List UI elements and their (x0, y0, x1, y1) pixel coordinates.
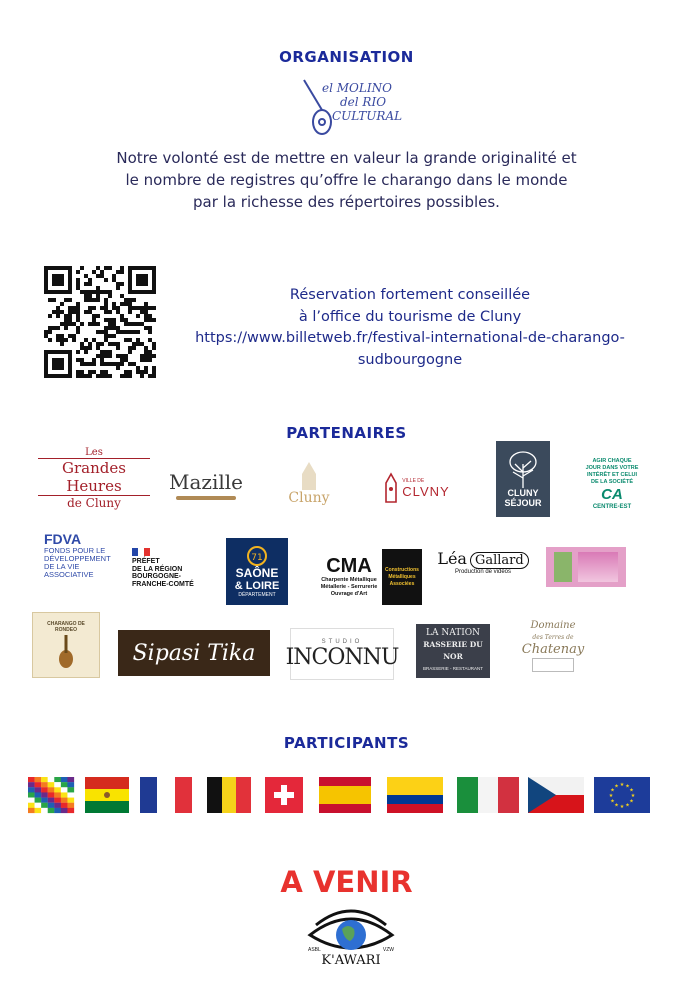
kawari-text: K'AWARI (321, 953, 381, 968)
ville-line: VILLE DE (402, 477, 425, 484)
ca-line: JOUR DANS VOTRE (585, 464, 639, 471)
chatenay-line: Domaine (530, 620, 576, 631)
flyer-image (554, 552, 572, 582)
cluny-gold-text: Cluny (288, 490, 330, 506)
prefet-line: PRÉFET (132, 558, 160, 565)
saone-line: SAÔNE (235, 565, 279, 580)
mazille-logo (166, 462, 246, 508)
cma-side-logo (382, 549, 422, 605)
chatenay-line: Chatenay (521, 642, 585, 657)
charango-rondeo-logo (32, 612, 100, 678)
prefet-line: BOURGOGNE- (132, 573, 181, 580)
italy-flag-icon (457, 777, 519, 813)
kawari-vzw: VZW (382, 947, 394, 953)
rondeo-line: CHARANGO DE (47, 621, 85, 627)
chatenay-line: des Terres de (532, 634, 574, 641)
svg-text:71: 71 (251, 552, 263, 563)
svg-text:★: ★ (630, 793, 636, 799)
gh-line: de Cluny (67, 495, 121, 510)
fdva-line: DE LA VIE (44, 562, 80, 571)
sejour-line: CLUNY (507, 488, 539, 498)
participants-title: PARTICIPANTS (283, 734, 410, 752)
mazille-text: Mazille (169, 470, 243, 494)
reservation-link-cont[interactable]: sudbourgogne (357, 351, 463, 368)
spain-flag-icon (319, 777, 371, 813)
bolivia-flag-icon (85, 777, 129, 813)
grandes-heures-logo (38, 446, 150, 510)
svg-text:★: ★ (610, 798, 615, 805)
fdva-title: FDVA (44, 531, 82, 547)
ca-line: AGIR CHAQUE (592, 457, 632, 464)
saone-line: & LOIRE (234, 579, 280, 592)
svg-text:★: ★ (614, 783, 619, 790)
saone-loire-logo (226, 538, 288, 605)
mazille-bar (176, 496, 236, 500)
lea-gallard-logo (437, 539, 524, 585)
saone-loire-icon (246, 545, 268, 567)
cma-logo (316, 549, 382, 603)
nation-line: LA NATION (425, 628, 481, 638)
cma-title: CMA (326, 554, 372, 577)
sipasi-text: Sipasi Tika (132, 640, 256, 666)
inconnu-logo (285, 628, 399, 680)
paragraph-line: par la richesse des répertoires possibles. (193, 193, 500, 211)
gh-line: Les (85, 446, 103, 458)
rondeo-line: RONDEO (55, 627, 77, 633)
saone-line: DÉPARTEMENT (238, 591, 276, 598)
svg-text:★: ★ (625, 802, 630, 809)
cma-side-line: Associées (389, 580, 415, 587)
fdva-line: FONDS POUR LE (44, 546, 106, 555)
nation-line: BRASSERIE - RESTAURANT (423, 666, 483, 671)
france-flag-icon (140, 777, 192, 813)
svg-text:★: ★ (608, 793, 614, 799)
lea-text: Léa (437, 549, 467, 568)
inconnu-line: STUDIO (321, 638, 363, 645)
eu-flag-icon (594, 777, 650, 813)
cma-line: Métallerie - Serrurerie (320, 583, 378, 590)
partenaires-title: PARTENAIRES (286, 424, 407, 442)
colombia-flag-icon (387, 777, 443, 813)
paragraph-line: le nombre de registres qu’offre le charango dans le monde (125, 171, 568, 189)
la-nation-logo (416, 624, 490, 678)
svg-text:★: ★ (610, 787, 615, 794)
flyer-image (578, 552, 618, 582)
kawari-logo (306, 911, 396, 971)
ville-cluny-icon (384, 473, 398, 503)
fdva-line: DÉVELOPPEMENT (44, 554, 111, 563)
tree-icon (507, 450, 539, 488)
paragraph-line: Notre volonté est de mettre en valeur la grande originalité et (116, 149, 577, 167)
organisation-title: ORGANISATION (279, 48, 414, 66)
ca-mark: CA (601, 485, 623, 503)
sejour-line: SÉJOUR (504, 498, 542, 508)
wiphala-flag-icon (28, 777, 74, 813)
lea-sub: Production de vidéos (454, 569, 512, 575)
belgium-flag-icon (207, 777, 251, 813)
tower-icon (298, 462, 320, 490)
qr-code[interactable] (44, 266, 156, 378)
sipasi-tika-logo (118, 630, 270, 676)
ville-cluny-logo (382, 466, 452, 510)
house-icon (532, 658, 574, 672)
marianne-icon (132, 548, 150, 556)
ca-line: CENTRE-EST (592, 503, 632, 510)
cma-line: Charpente Métallique (321, 576, 377, 583)
svg-text:★: ★ (629, 798, 634, 805)
molino-logo (296, 76, 403, 138)
molino-line-1: el MOLINO (322, 81, 392, 95)
fdva-logo (44, 531, 114, 579)
ville-line: CLVNY (402, 483, 450, 499)
svg-text:★: ★ (625, 783, 630, 790)
reservation-line: à l’office du tourisme de Cluny (298, 308, 522, 325)
svg-text:★: ★ (629, 787, 634, 794)
prefet-line: DE LA RÉGION (132, 565, 183, 573)
charango-icon (56, 633, 76, 669)
cma-line: Ouvrage d'Art (330, 590, 368, 597)
kawari-asbl: ASBL (308, 947, 321, 953)
nation-line: RASSERIE DU NOR (423, 640, 483, 661)
prefet-logo (132, 546, 202, 590)
cma-side-line: Métalliques (388, 573, 416, 580)
ca-line: DE LA SOCIÉTÉ (591, 478, 633, 485)
a-venir-title: A VENIR (280, 865, 413, 899)
gh-line: Grandes Heures (38, 458, 150, 496)
switzerland-flag-icon (265, 777, 303, 813)
flyer-pink-logo (546, 547, 626, 587)
molino-line-3: CULTURAL (332, 109, 403, 123)
inconnu-text: INCONNU (285, 644, 399, 670)
czech-flag-icon (528, 777, 584, 813)
credit-agricole-logo (584, 452, 640, 516)
organisation-paragraph (0, 147, 693, 213)
fdva-line: ASSOCIATIVE (44, 570, 94, 579)
ca-line: INTÉRÊT ET CELUI (586, 471, 638, 478)
chatenay-logo (512, 618, 594, 674)
molino-line-2: del RIO (340, 95, 387, 109)
cluny-gold-logo (283, 458, 335, 510)
svg-text:★: ★ (619, 782, 625, 788)
svg-text:★: ★ (619, 804, 625, 810)
reservation-text (180, 285, 640, 371)
cma-side-line: Constructions (385, 566, 419, 573)
svg-text:★: ★ (614, 802, 619, 809)
reservation-line: Réservation fortement conseillée (289, 287, 531, 303)
gallard-text: Gallard (470, 552, 529, 569)
cluny-sejour-logo (496, 441, 550, 517)
prefet-line: FRANCHE-COMTÉ (132, 580, 194, 588)
reservation-link[interactable]: https://www.billetweb.fr/festival-international-de-charango- (195, 330, 625, 346)
